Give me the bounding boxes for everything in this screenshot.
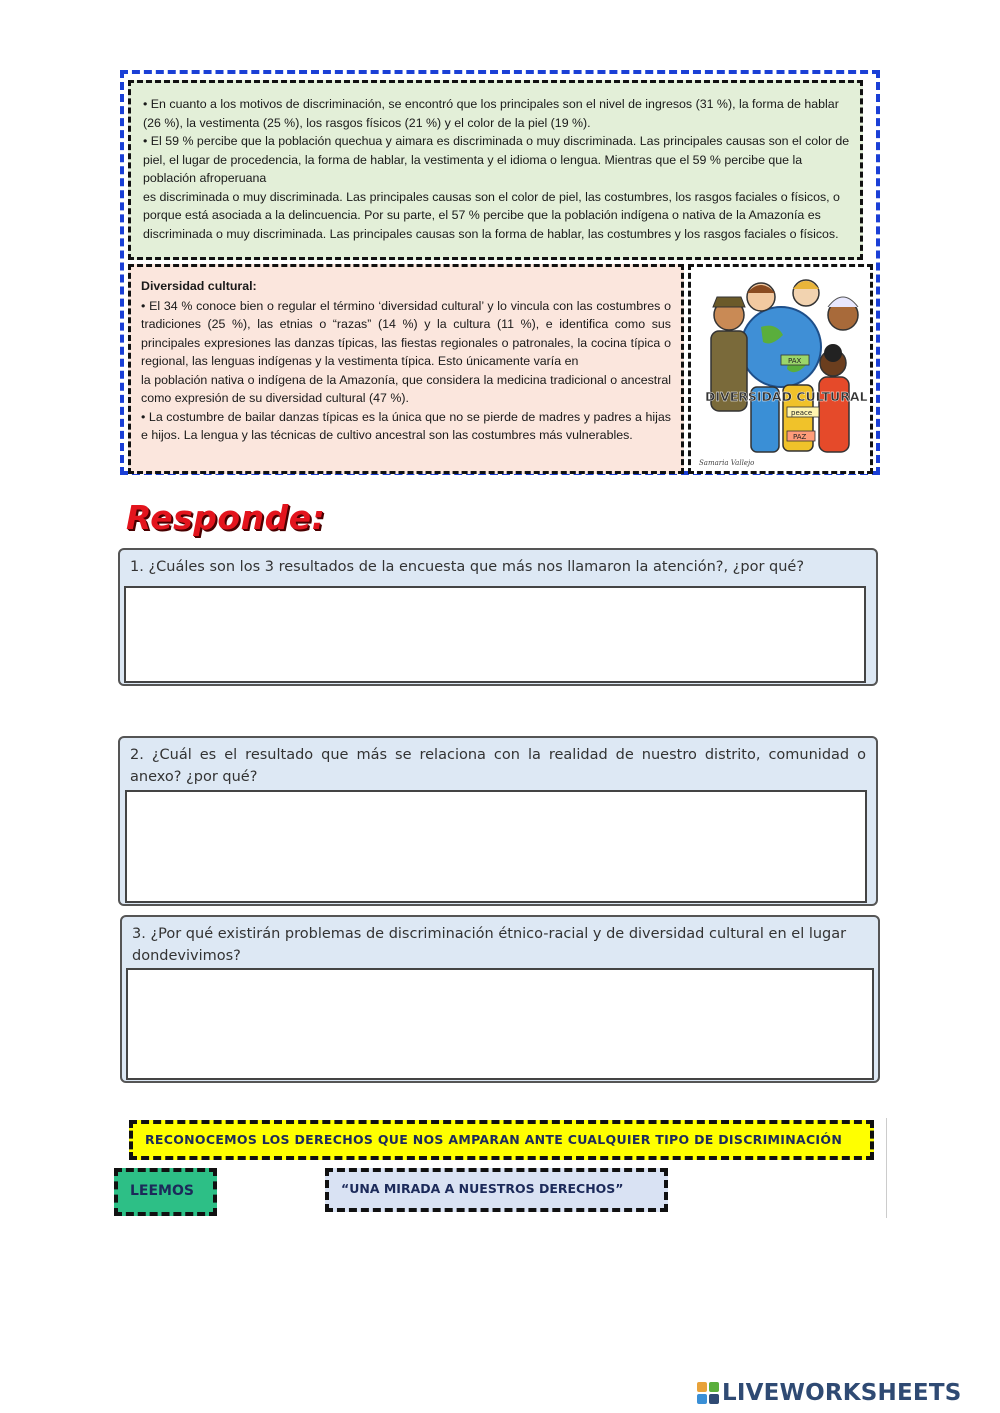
pax-word: PAX <box>788 357 802 365</box>
diversity-heading: Diversidad cultural: <box>141 279 257 293</box>
diversity-illustration <box>688 264 873 474</box>
answer-box-2[interactable] <box>125 790 867 903</box>
survey-paragraph: • En cuanto a los motivos de discriminación, se encontró que los principales son el nivel de ingresos (31 %), la forma de hablar (26 %), la vestimenta (25 %), los rasgos físicos (21 %) y el color de la piel (19 %). <box>143 97 839 130</box>
answer-input-2[interactable] <box>127 792 865 901</box>
reconocemos-banner: RECONOCEMOS LOS DERECHOS QUE NOS AMPARAN ANTE CUALQUIER TIPO DE DISCRIMINACIÓN <box>129 1120 874 1160</box>
mirada-title: “UNA MIRADA A NUESTROS DERECHOS” <box>325 1168 668 1212</box>
diversity-paragraph: • El 34 % conoce bien o regular el término ‘diversidad cultural’ y lo vincula con las costumbres o tradiciones (25 %), las etnias o “razas” (14 %) y la cultura (11 %), e identifica como sus principales expresiones las danzas típicas, las fiestas regionales o patronales, la cocina típica o regional, las lenguas indígenas y la vestimenta típica. Esto únicamente varía en <box>141 298 671 368</box>
leemos-label: LEEMOS <box>114 1168 217 1216</box>
answer-input-3[interactable] <box>128 970 872 1078</box>
peace-word: peace <box>791 409 813 417</box>
divider <box>886 1118 887 1218</box>
children-globe-illustration <box>691 267 870 471</box>
liveworksheets-logo <box>697 1378 961 1408</box>
responde-title: Responde: <box>126 498 326 537</box>
answer-box-3[interactable] <box>126 968 874 1080</box>
image-title: DIVERSIDAD CULTURAL <box>705 389 868 404</box>
liveworksheets-logo-icon <box>697 1382 719 1404</box>
question-text: 1. ¿Cuáles son los 3 resultados de la encuesta que más nos llamaron la atención?, ¿por qué? <box>130 559 805 575</box>
answer-box-1[interactable] <box>124 586 866 683</box>
survey-paragraph: • El 59 % percibe que la población quechua y aimara es discriminada o muy discriminada. Las principales causas son el color de piel, el lugar de procedencia, la forma de hablar, la vestimenta y el idioma o lengua. Mientras que el 59 % percibe que la población afroperuana <box>143 134 850 185</box>
survey-paragraph: es discriminada o muy discriminada. Las principales causas son el color de piel, las costumbres, los rasgos faciales o físicos, o porque está asociada a la delincuencia. Por su parte, el 57 % percibe que la población indígena o nativa de la Amazonía es discriminada o muy discriminada. Las principales causas son la forma de hablar, las costumbres y los rasgos faciales o físicos. <box>143 189 840 241</box>
diversity-paragraph: la población nativa o indígena de la Amazonía, que considera la medicina tradicional o ancestral como expresión de su diversidad cultural (47 %). <box>141 372 671 405</box>
brand-name: LIVEWORKSHEETS <box>722 1380 962 1406</box>
survey-results-box <box>128 80 863 260</box>
diversity-paragraph: • La costumbre de bailar danzas típicas es la única que no se pierde de madres y padres a hijas e hijos. La lengua y las técnicas de cultivo ancestral son las costumbres más vulnerables. <box>141 409 671 442</box>
question-text: 3. ¿Por qué existirán problemas de discriminación étnico-racial y de diversidad cultural en el lugar dondevivimos? <box>132 926 847 964</box>
answer-input-1[interactable] <box>126 588 864 681</box>
paz-word: PAZ <box>793 433 807 441</box>
question-text: 2. ¿Cuál es el resultado que más se relaciona con la realidad de nuestro distrito, comunidad o anexo? ¿por qué? <box>130 747 866 785</box>
image-signature: Samaria Vallejo <box>699 459 755 467</box>
diversity-box <box>128 264 684 474</box>
